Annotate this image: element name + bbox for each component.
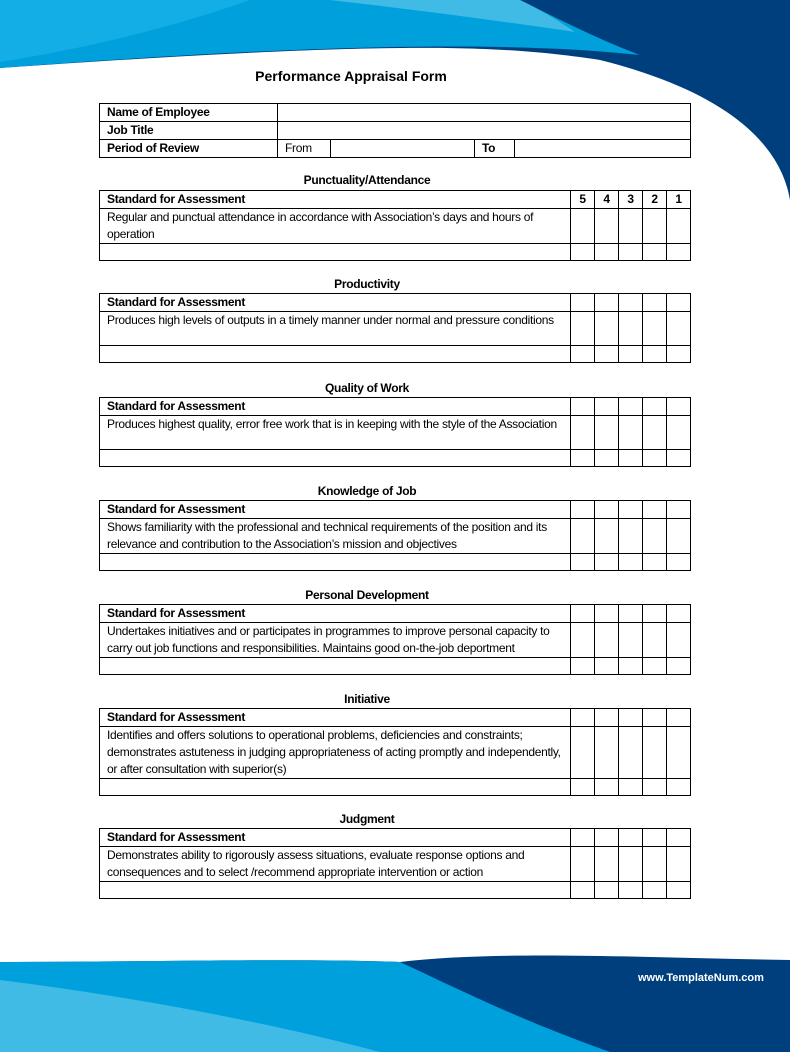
rating-cell-2[interactable]: [643, 847, 667, 882]
section-title-personal-development: Personal Development: [305, 588, 429, 602]
comment-cell[interactable]: [100, 554, 571, 571]
footer-wave-decoration: [0, 940, 790, 1052]
standard-header: Standard for Assessment: [100, 191, 571, 209]
section-title-knowledge-of-job: Knowledge of Job: [317, 484, 417, 498]
rating-cell-4[interactable]: [595, 209, 619, 244]
comment-cell[interactable]: [100, 882, 571, 899]
rating-cell-2[interactable]: [643, 519, 667, 554]
standard-text: Produces highest quality, error free work that is in keeping with the style of the Association: [100, 416, 571, 450]
rating-cell-5[interactable]: [571, 727, 595, 779]
standard-text: Produces high levels of outputs in a timely manner under normal and pressure conditions: [100, 312, 571, 346]
rating-cell-4[interactable]: [595, 727, 619, 779]
header-wave-decoration: [0, 0, 790, 200]
rating-header-3: 3: [619, 191, 643, 209]
standard-header: Standard for Assessment: [100, 294, 571, 312]
rating-header-5: 5: [571, 191, 595, 209]
period-of-review-label: Period of Review: [100, 140, 278, 158]
rating-cell-5[interactable]: [571, 416, 595, 450]
rating-cell-4[interactable]: [595, 519, 619, 554]
from-date-field[interactable]: [331, 140, 475, 158]
assessment-table-knowledge-of-job: [99, 500, 691, 571]
website-url[interactable]: www.TemplateNum.com: [638, 972, 764, 984]
section-title-initiative: Initiative: [344, 692, 390, 706]
rating-header-1: 1: [667, 191, 691, 209]
employee-name-field[interactable]: [278, 104, 691, 122]
rating-cell-4[interactable]: [595, 312, 619, 346]
from-label: From: [278, 140, 331, 158]
rating-cell-2[interactable]: [643, 209, 667, 244]
rating-cell-1[interactable]: [667, 312, 691, 346]
rating-cell-3[interactable]: [619, 312, 643, 346]
standard-header: Standard for Assessment: [100, 605, 571, 623]
employee-info-table: [99, 103, 691, 158]
rating-cell-1[interactable]: [667, 519, 691, 554]
standard-header: Standard for Assessment: [100, 709, 571, 727]
rating-cell-1[interactable]: [667, 209, 691, 244]
standard-text: Regular and punctual attendance in accordance with Association’s days and hours of operation: [100, 209, 571, 244]
assessment-table-personal-development: [99, 604, 691, 675]
rating-cell-4[interactable]: [595, 416, 619, 450]
rating-cell-5[interactable]: [571, 312, 595, 346]
assessment-table-punctuality: [99, 190, 691, 261]
rating-cell-1[interactable]: [667, 623, 691, 658]
standard-header: Standard for Assessment: [100, 829, 571, 847]
section-title-punctuality: Punctuality/Attendance: [303, 173, 431, 187]
rating-cell-5[interactable]: [571, 209, 595, 244]
comment-cell[interactable]: [100, 779, 571, 796]
standard-text: Undertakes initiatives and or participates in programmes to improve personal capacity to carry out job functions and responsibilities. Maintains good on-the-job deportment: [100, 623, 571, 658]
rating-cell-3[interactable]: [619, 727, 643, 779]
standard-header: Standard for Assessment: [100, 501, 571, 519]
rating-cell-3[interactable]: [619, 209, 643, 244]
rating-header-4: 4: [595, 191, 619, 209]
standard-text: Identifies and offers solutions to operational problems, deficiencies and constraints; demonstrates astuteness in judging appropriateness of acting promptly and independently, or after consultation with superior(s): [100, 727, 571, 779]
rating-cell-3[interactable]: [619, 416, 643, 450]
rating-cell-4[interactable]: [595, 623, 619, 658]
rating-cell-5[interactable]: [571, 847, 595, 882]
rating-cell-1[interactable]: [667, 847, 691, 882]
rating-cell-3[interactable]: [619, 847, 643, 882]
rating-cell-2[interactable]: [643, 416, 667, 450]
assessment-table-initiative: [99, 708, 691, 796]
rating-header-2: 2: [643, 191, 667, 209]
rating-cell-3[interactable]: [619, 623, 643, 658]
rating-cell-2[interactable]: [643, 727, 667, 779]
section-title-judgment: Judgment: [339, 812, 395, 826]
assessment-table-productivity: [99, 293, 691, 363]
rating-cell-1[interactable]: [667, 727, 691, 779]
section-title-productivity: Productivity: [334, 277, 400, 291]
comment-cell[interactable]: [100, 346, 571, 363]
job-title-label: Job Title: [100, 122, 278, 140]
standard-header: Standard for Assessment: [100, 398, 571, 416]
rating-cell-2[interactable]: [643, 312, 667, 346]
comment-cell[interactable]: [100, 450, 571, 467]
rating-cell-3[interactable]: [619, 519, 643, 554]
rating-cell-2[interactable]: [643, 623, 667, 658]
comment-cell[interactable]: [100, 658, 571, 675]
rating-cell-4[interactable]: [595, 847, 619, 882]
form-title: Performance Appraisal Form: [255, 68, 447, 84]
assessment-table-quality-of-work: [99, 397, 691, 467]
assessment-table-judgment: [99, 828, 691, 899]
job-title-field[interactable]: [278, 122, 691, 140]
section-title-quality-of-work: Quality of Work: [325, 381, 409, 395]
standard-text: Demonstrates ability to rigorously assess situations, evaluate response options and consequences and to select /recommend appropriate intervention or action: [100, 847, 571, 882]
comment-cell[interactable]: [100, 244, 571, 261]
rating-cell-5[interactable]: [571, 623, 595, 658]
to-date-field[interactable]: [515, 140, 691, 158]
employee-name-label: Name of Employee: [100, 104, 278, 122]
rating-cell-1[interactable]: [667, 416, 691, 450]
standard-text: Shows familiarity with the professional and technical requirements of the position and its relevance and contribution to the Association’s mission and objectives: [100, 519, 571, 554]
to-label: To: [475, 140, 515, 158]
rating-cell-5[interactable]: [571, 519, 595, 554]
